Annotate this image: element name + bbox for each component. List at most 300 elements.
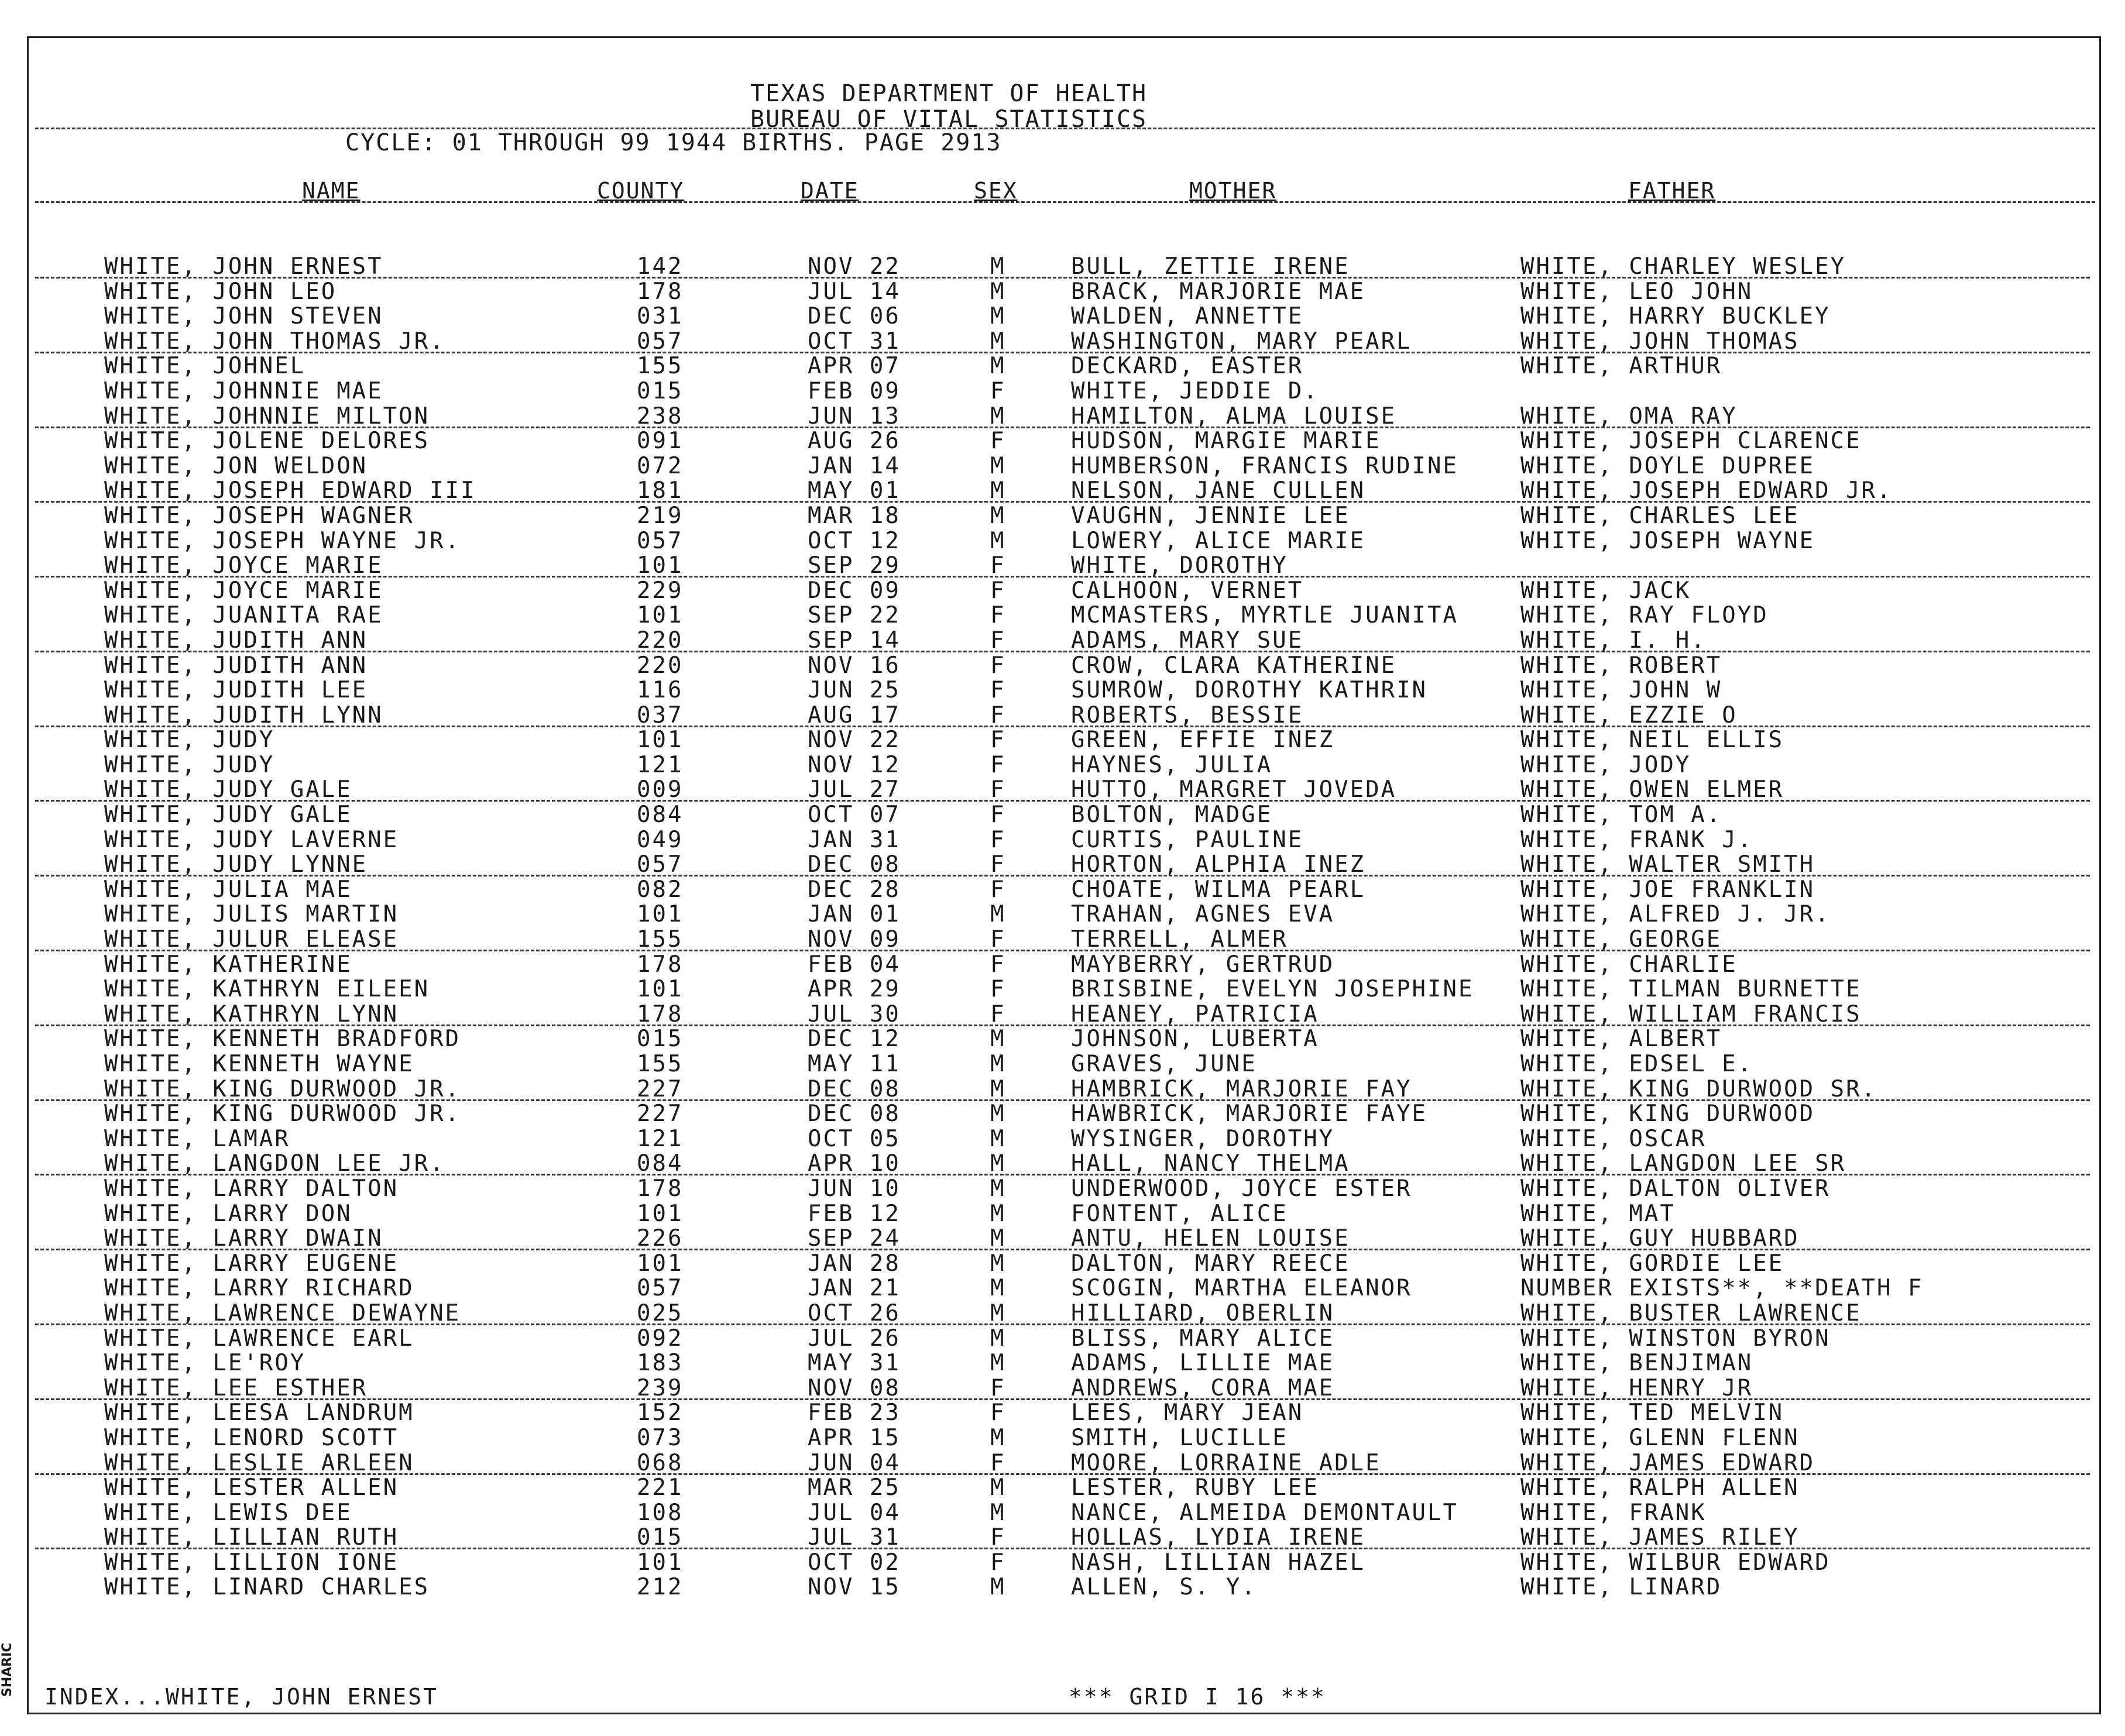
table-row: [0, 878, 2125, 903]
cell-date: APR 29: [808, 976, 901, 1003]
cell-name: WHITE, LEE ESTHER: [104, 1374, 368, 1401]
cell-county: 101: [637, 1200, 684, 1227]
cell-sex: M: [990, 1051, 1006, 1077]
cell-father: WHITE, KING DURWOOD SR.: [1520, 1075, 1877, 1102]
cell-county: 221: [637, 1474, 684, 1501]
cell-date: MAR 18: [808, 502, 901, 529]
table-row: [0, 1027, 2125, 1052]
table-row: [0, 977, 2125, 1002]
cycle-line: CYCLE: 01 THROUGH 99 1944 BIRTHS. PAGE 2913: [345, 129, 1002, 156]
cell-mother: HAMBRICK, MARJORIE FAY: [1071, 1075, 1412, 1102]
cell-father: WHITE, DOYLE DUPREE: [1520, 452, 1815, 479]
cell-county: 142: [637, 253, 684, 280]
cell-sex: M: [990, 1574, 1006, 1601]
cell-father: WHITE, OSCAR: [1520, 1125, 1707, 1152]
cell-sex: M: [990, 1150, 1006, 1177]
table-row: [0, 1202, 2125, 1227]
cell-county: 155: [637, 353, 684, 380]
cell-mother: ROBERTS, BESSIE: [1071, 702, 1304, 728]
cell-sex: M: [990, 1200, 1006, 1227]
cell-name: WHITE, JOHNNIE MILTON: [104, 403, 430, 429]
cell-father: WHITE, WILLIAM FRANCIS: [1520, 1001, 1862, 1027]
cell-county: 152: [637, 1400, 684, 1426]
cell-father: WHITE, ARTHUR: [1520, 353, 1722, 380]
cell-name: WHITE, JUANITA RAE: [104, 602, 383, 629]
cell-name: WHITE, JOHN THOMAS JR.: [104, 328, 445, 355]
table-row: [0, 1575, 2125, 1600]
table-row: [0, 354, 2125, 379]
cell-sex: F: [990, 802, 1006, 829]
cell-name: WHITE, LILLIAN RUTH: [104, 1524, 399, 1551]
cell-father: WHITE, WILBUR EDWARD: [1520, 1549, 1831, 1576]
cell-name: WHITE, JOLENE DELORES: [104, 428, 430, 455]
cell-mother: FONTENT, ALICE: [1071, 1200, 1288, 1227]
cell-name: WHITE, JUDY LAVERNE: [104, 826, 399, 853]
cell-mother: GREEN, EFFIE INEZ: [1071, 727, 1335, 754]
table-row: [0, 579, 2125, 604]
table-row: [0, 304, 2125, 329]
cell-mother: MAYBERRY, GERTRUD: [1071, 951, 1335, 978]
cell-county: 015: [637, 1026, 684, 1053]
cell-county: 025: [637, 1300, 684, 1326]
cell-father: WHITE, JOE FRANKLIN: [1520, 876, 1815, 903]
cell-county: 057: [637, 527, 684, 554]
table-row: [0, 803, 2125, 828]
cell-name: WHITE, JULUR ELEASE: [104, 926, 399, 953]
table-row: [0, 404, 2125, 429]
cell-name: WHITE, JOHNNIE MAE: [104, 377, 383, 404]
cell-county: 116: [637, 677, 684, 704]
header-rule: [35, 128, 2095, 129]
cell-mother: BLISS, MARY ALICE: [1071, 1325, 1335, 1352]
table-row: [0, 504, 2125, 529]
cell-mother: SCOGIN, MARTHA ELEANOR: [1071, 1275, 1412, 1302]
cell-name: WHITE, LANGDON LEE JR.: [104, 1150, 445, 1177]
cell-father: WHITE, JOSEPH CLARENCE: [1520, 428, 1862, 455]
grid-footer: *** GRID I 16 ***: [1069, 1684, 1326, 1710]
cell-name: WHITE, JOYCE MARIE: [104, 552, 383, 579]
cell-date: OCT 07: [808, 802, 901, 829]
cell-father: WHITE, CHARLES LEE: [1520, 502, 1800, 529]
table-row: [0, 529, 2125, 554]
cell-name: WHITE, JULIS MARTIN: [104, 901, 399, 928]
cell-mother: LOWERY, ALICE MARIE: [1071, 527, 1366, 554]
cell-mother: ANDREWS, CORA MAE: [1071, 1374, 1335, 1401]
cell-sex: F: [990, 727, 1006, 754]
cell-sex: F: [990, 652, 1006, 679]
cell-name: WHITE, JUDY: [104, 727, 275, 754]
cell-mother: HAWBRICK, MARJORIE FAYE: [1071, 1101, 1428, 1127]
cell-county: 227: [637, 1101, 684, 1127]
cell-date: JUL 31: [808, 1524, 901, 1551]
cell-name: WHITE, JUDITH ANN: [104, 652, 368, 679]
cell-mother: HUDSON, MARGIE MARIE: [1071, 428, 1381, 455]
cell-mother: NANCE, ALMEIDA DEMONTAULT: [1071, 1499, 1458, 1526]
table-row: [0, 255, 2125, 280]
cell-date: NOV 22: [808, 253, 901, 280]
cell-sex: F: [990, 1524, 1006, 1551]
cell-county: 121: [637, 1125, 684, 1152]
table-row: [0, 603, 2125, 628]
cell-mother: UNDERWOOD, JOYCE ESTER: [1071, 1175, 1412, 1202]
cell-mother: SMITH, LUCILLE: [1071, 1424, 1288, 1451]
cell-date: OCT 05: [808, 1125, 901, 1152]
cell-date: MAY 11: [808, 1051, 901, 1077]
cell-mother: WHITE, JEDDIE D.: [1071, 377, 1319, 404]
table-row: [0, 280, 2125, 305]
cell-county: 101: [637, 1250, 684, 1277]
cell-mother: HUTTO, MARGRET JOVEDA: [1071, 776, 1397, 803]
cell-date: JUN 04: [808, 1449, 901, 1476]
cell-mother: WHITE, DOROTHY: [1071, 552, 1288, 579]
cell-name: WHITE, KENNETH BRADFORD: [104, 1026, 461, 1053]
cell-father: WHITE, KING DURWOOD: [1520, 1101, 1815, 1127]
cell-father: WHITE, JAMES RILEY: [1520, 1524, 1800, 1551]
cell-mother: GRAVES, JUNE: [1071, 1051, 1257, 1077]
department-title: TEXAS DEPARTMENT OF HEALTH: [750, 80, 1148, 107]
cell-date: MAY 31: [808, 1350, 901, 1377]
cell-county: 082: [637, 876, 684, 903]
cell-county: 212: [637, 1574, 684, 1601]
cell-father: WHITE, I. H.: [1520, 627, 1707, 654]
cell-sex: F: [990, 826, 1006, 853]
cell-sex: F: [990, 377, 1006, 404]
cell-sex: M: [990, 452, 1006, 479]
cell-father: WHITE, GUY HUBBARD: [1520, 1225, 1800, 1252]
table-row: [0, 753, 2125, 778]
table-row: [0, 778, 2125, 803]
cell-sex: M: [990, 303, 1006, 330]
col-date: DATE: [801, 178, 859, 204]
cell-sex: M: [990, 1075, 1006, 1102]
cell-name: WHITE, JOHN LEO: [104, 278, 337, 305]
cell-county: 219: [637, 502, 684, 529]
cell-date: SEP 24: [808, 1225, 901, 1252]
table-row: [0, 1376, 2125, 1401]
cell-date: OCT 31: [808, 328, 901, 355]
cell-sex: F: [990, 602, 1006, 629]
cell-date: OCT 12: [808, 527, 901, 554]
cell-name: WHITE, LEESA LANDRUM: [104, 1400, 414, 1426]
cell-father: WHITE, LEO JOHN: [1520, 278, 1753, 305]
table-row: [0, 1077, 2125, 1102]
cell-county: 101: [637, 976, 684, 1003]
cell-mother: DECKARD, EASTER: [1071, 353, 1304, 380]
cell-date: AUG 17: [808, 702, 901, 728]
cell-date: JUL 30: [808, 1001, 901, 1027]
cell-date: SEP 14: [808, 627, 901, 654]
cell-mother: CURTIS, PAULINE: [1071, 826, 1304, 853]
cell-sex: F: [990, 552, 1006, 579]
cell-name: WHITE, JOSEPH WAGNER: [104, 502, 414, 529]
cell-mother: WASHINGTON, MARY PEARL: [1071, 328, 1412, 355]
cell-father: WHITE, ROBERT: [1520, 652, 1722, 679]
cell-sex: F: [990, 751, 1006, 778]
table-row: [0, 1426, 2125, 1451]
cell-father: WHITE, HARRY BUCKLEY: [1520, 303, 1831, 330]
cell-name: WHITE, JUDY GALE: [104, 802, 352, 829]
cell-county: 178: [637, 951, 684, 978]
cell-mother: HAYNES, JULIA: [1071, 751, 1273, 778]
cell-name: WHITE, JOSEPH WAYNE JR.: [104, 527, 461, 554]
cell-county: 220: [637, 652, 684, 679]
cell-mother: BRISBINE, EVELYN JOSEPHINE: [1071, 976, 1474, 1003]
cell-sex: F: [990, 1001, 1006, 1027]
cell-sex: M: [990, 253, 1006, 280]
cell-mother: HAMILTON, ALMA LOUISE: [1071, 403, 1397, 429]
cell-county: 239: [637, 1374, 684, 1401]
cell-county: 108: [637, 1499, 684, 1526]
cell-father: WHITE, JODY: [1520, 751, 1691, 778]
cell-name: WHITE, JOHN STEVEN: [104, 303, 383, 330]
table-row: [0, 454, 2125, 479]
cell-father: WHITE, CHARLIE: [1520, 951, 1738, 978]
cell-sex: M: [990, 403, 1006, 429]
table-row: [0, 554, 2125, 579]
cell-sex: M: [990, 901, 1006, 928]
table-row: [0, 1351, 2125, 1376]
col-father: FATHER: [1628, 178, 1716, 204]
table-row: [0, 852, 2125, 878]
cell-father: WHITE, JAMES EDWARD: [1520, 1449, 1815, 1476]
cell-father: WHITE, EZZIE O: [1520, 702, 1738, 728]
cell-name: WHITE, JOHNEL: [104, 353, 306, 380]
cell-mother: BULL, ZETTIE IRENE: [1071, 253, 1350, 280]
table-row: [0, 1451, 2125, 1476]
cell-father: WHITE, RALPH ALLEN: [1520, 1474, 1800, 1501]
cell-mother: DALTON, MARY REECE: [1071, 1250, 1350, 1277]
cell-father: WHITE, ALBERT: [1520, 1026, 1722, 1053]
col-name: NAME: [302, 178, 361, 204]
table-row: [0, 1052, 2125, 1077]
cell-mother: JOHNSON, LUBERTA: [1071, 1026, 1319, 1053]
col-sex: SEX: [974, 178, 1018, 204]
cell-date: FEB 04: [808, 951, 901, 978]
cell-sex: M: [990, 1026, 1006, 1053]
cell-sex: M: [990, 1250, 1006, 1277]
cell-county: 220: [637, 627, 684, 654]
cell-name: WHITE, LESLIE ARLEEN: [104, 1449, 414, 1476]
cell-county: 015: [637, 1524, 684, 1551]
cell-sex: F: [990, 627, 1006, 654]
cell-father: WHITE, HENRY JR: [1520, 1374, 1753, 1401]
cell-sex: F: [990, 577, 1006, 604]
cell-mother: HALL, NANCY THELMA: [1071, 1150, 1350, 1177]
table-row: [0, 678, 2125, 703]
cell-mother: BRACK, MARJORIE MAE: [1071, 278, 1366, 305]
cell-date: NOV 09: [808, 926, 901, 953]
cell-county: 101: [637, 727, 684, 754]
cell-name: WHITE, JON WELDON: [104, 452, 368, 479]
cell-date: MAR 25: [808, 1474, 901, 1501]
cell-county: 178: [637, 1001, 684, 1027]
cell-mother: VAUGHN, JENNIE LEE: [1071, 502, 1350, 529]
cell-date: AUG 26: [808, 428, 901, 455]
cell-sex: F: [990, 428, 1006, 455]
cell-sex: F: [990, 1374, 1006, 1401]
table-row: [0, 1525, 2125, 1551]
col-mother: MOTHER: [1189, 178, 1277, 204]
cell-mother: HOLLAS, LYDIA IRENE: [1071, 1524, 1366, 1551]
cell-mother: WYSINGER, DOROTHY: [1071, 1125, 1335, 1152]
cell-county: 101: [637, 1549, 684, 1576]
cell-name: WHITE, KATHERINE: [104, 951, 352, 978]
cell-county: 091: [637, 428, 684, 455]
cell-name: WHITE, KING DURWOOD JR.: [104, 1075, 461, 1102]
cell-name: WHITE, JUDITH LEE: [104, 677, 368, 704]
cell-mother: HUMBERSON, FRANCIS RUDINE: [1071, 452, 1458, 479]
cell-name: WHITE, KATHRYN EILEEN: [104, 976, 430, 1003]
cell-sex: F: [990, 951, 1006, 978]
cell-father: WHITE, WALTER SMITH: [1520, 851, 1815, 878]
table-row: [0, 703, 2125, 728]
side-stamp: SHARIC: [0, 1642, 15, 1697]
cell-county: 072: [637, 452, 684, 479]
cell-father: WHITE, FRANK J.: [1520, 826, 1753, 853]
cell-date: DEC 06: [808, 303, 901, 330]
cell-county: 057: [637, 1275, 684, 1302]
cell-father: WHITE, RAY FLOYD: [1520, 602, 1769, 629]
cell-date: NOV 08: [808, 1374, 901, 1401]
cell-father: WHITE, BENJIMAN: [1520, 1350, 1753, 1377]
cell-county: 084: [637, 1150, 684, 1177]
cell-father: WHITE, OWEN ELMER: [1520, 776, 1784, 803]
cell-sex: F: [990, 677, 1006, 704]
cell-date: NOV 22: [808, 727, 901, 754]
index-footer: INDEX...WHITE, JOHN ERNEST: [44, 1684, 438, 1710]
cell-name: WHITE, LESTER ALLEN: [104, 1474, 399, 1501]
table-row: [0, 1276, 2125, 1301]
cell-date: JUL 26: [808, 1325, 901, 1352]
cell-mother: SUMROW, DOROTHY KATHRIN: [1071, 677, 1428, 704]
cell-father: WHITE, JOHN THOMAS: [1520, 328, 1800, 355]
cell-father: WHITE, JOHN W: [1520, 677, 1722, 704]
cell-date: SEP 22: [808, 602, 901, 629]
cell-mother: CHOATE, WILMA PEARL: [1071, 876, 1366, 903]
cell-father: WHITE, LANGDON LEE SR: [1520, 1150, 1846, 1177]
cell-mother: BOLTON, MADGE: [1071, 802, 1273, 829]
cell-sex: M: [990, 353, 1006, 380]
cell-father: WHITE, WINSTON BYRON: [1520, 1325, 1831, 1352]
cell-sex: M: [990, 1474, 1006, 1501]
cell-sex: M: [990, 1424, 1006, 1451]
table-row: [0, 953, 2125, 978]
cell-date: DEC 28: [808, 876, 901, 903]
cell-name: WHITE, JUDITH ANN: [104, 627, 368, 654]
cell-name: WHITE, JOHN ERNEST: [104, 253, 383, 280]
cell-mother: MOORE, LORRAINE ADLE: [1071, 1449, 1381, 1476]
cell-father: WHITE, JOSEPH EDWARD JR.: [1520, 477, 1893, 504]
cell-date: JAN 01: [808, 901, 901, 928]
cell-mother: HILLIARD, OBERLIN: [1071, 1300, 1335, 1326]
table-row: [0, 1177, 2125, 1202]
cell-name: WHITE, JUDY GALE: [104, 776, 352, 803]
cell-sex: M: [990, 1101, 1006, 1127]
cell-sex: M: [990, 1175, 1006, 1202]
cell-name: WHITE, LARRY EUGENE: [104, 1250, 399, 1277]
column-header-rule: [35, 201, 2095, 203]
bureau-title: BUREAU OF VITAL STATISTICS: [750, 106, 1148, 133]
cell-mother: WALDEN, ANNETTE: [1071, 303, 1304, 330]
cell-father: NUMBER EXISTS**, **DEATH F: [1520, 1275, 1924, 1302]
cell-father: WHITE, ALFRED J. JR.: [1520, 901, 1831, 928]
cell-date: APR 07: [808, 353, 901, 380]
cell-mother: HORTON, ALPHIA INEZ: [1071, 851, 1366, 878]
cell-name: WHITE, LILLION IONE: [104, 1549, 399, 1576]
cell-sex: F: [990, 702, 1006, 728]
cell-sex: M: [990, 1300, 1006, 1326]
table-row: [0, 1501, 2125, 1526]
cell-father: WHITE, BUSTER LAWRENCE: [1520, 1300, 1862, 1326]
cell-date: APR 15: [808, 1424, 901, 1451]
cell-name: WHITE, LEWIS DEE: [104, 1499, 352, 1526]
cell-county: 178: [637, 278, 684, 305]
table-row: [0, 379, 2125, 404]
cell-date: OCT 02: [808, 1549, 901, 1576]
cell-father: WHITE, OMA RAY: [1520, 403, 1738, 429]
cell-father: WHITE, FRANK: [1520, 1499, 1707, 1526]
cell-father: WHITE, EDSEL E.: [1520, 1051, 1753, 1077]
table-row: [0, 429, 2125, 454]
cell-county: 181: [637, 477, 684, 504]
cell-name: WHITE, JOYCE MARIE: [104, 577, 383, 604]
col-county: COUNTY: [597, 178, 685, 204]
cell-sex: M: [990, 527, 1006, 554]
cell-sex: M: [990, 328, 1006, 355]
cell-date: NOV 15: [808, 1574, 901, 1601]
cell-father: WHITE, LINARD: [1520, 1574, 1722, 1601]
cell-county: 037: [637, 702, 684, 728]
cell-mother: MCMASTERS, MYRTLE JUANITA: [1071, 602, 1458, 629]
table-row: [0, 1002, 2125, 1027]
cell-sex: F: [990, 851, 1006, 878]
cell-father: WHITE, NEIL ELLIS: [1520, 727, 1784, 754]
cell-name: WHITE, JULIA MAE: [104, 876, 352, 903]
table-row: [0, 1151, 2125, 1177]
cell-county: 238: [637, 403, 684, 429]
cell-father: WHITE, TILMAN BURNETTE: [1520, 976, 1862, 1003]
cell-date: APR 10: [808, 1150, 901, 1177]
cell-mother: TERRELL, ALMER: [1071, 926, 1288, 953]
table-row: [0, 927, 2125, 953]
cell-father: WHITE, GEORGE: [1520, 926, 1722, 953]
table-row: [0, 728, 2125, 753]
table-row: [0, 1551, 2125, 1576]
cell-county: 057: [637, 851, 684, 878]
cell-date: JUN 13: [808, 403, 901, 429]
cell-mother: ADAMS, LILLIE MAE: [1071, 1350, 1335, 1377]
cell-county: 073: [637, 1424, 684, 1451]
table-row: [0, 628, 2125, 654]
cell-name: WHITE, LARRY DWAIN: [104, 1225, 383, 1252]
cell-father: WHITE, GORDIE LEE: [1520, 1250, 1784, 1277]
cell-sex: M: [990, 1125, 1006, 1152]
cell-mother: LEES, MARY JEAN: [1071, 1400, 1304, 1426]
cell-name: WHITE, LARRY RICHARD: [104, 1275, 414, 1302]
cell-father: WHITE, DALTON OLIVER: [1520, 1175, 1831, 1202]
cell-name: WHITE, JOSEPH EDWARD III: [104, 477, 476, 504]
cell-date: NOV 12: [808, 751, 901, 778]
cell-sex: M: [990, 1499, 1006, 1526]
records-table: [0, 255, 2125, 1600]
cell-date: JAN 28: [808, 1250, 901, 1277]
cell-county: 155: [637, 926, 684, 953]
table-row: [0, 828, 2125, 853]
cell-sex: M: [990, 1350, 1006, 1377]
cell-father: WHITE, MAT: [1520, 1200, 1676, 1227]
table-row: [0, 1401, 2125, 1426]
table-row: [0, 329, 2125, 355]
